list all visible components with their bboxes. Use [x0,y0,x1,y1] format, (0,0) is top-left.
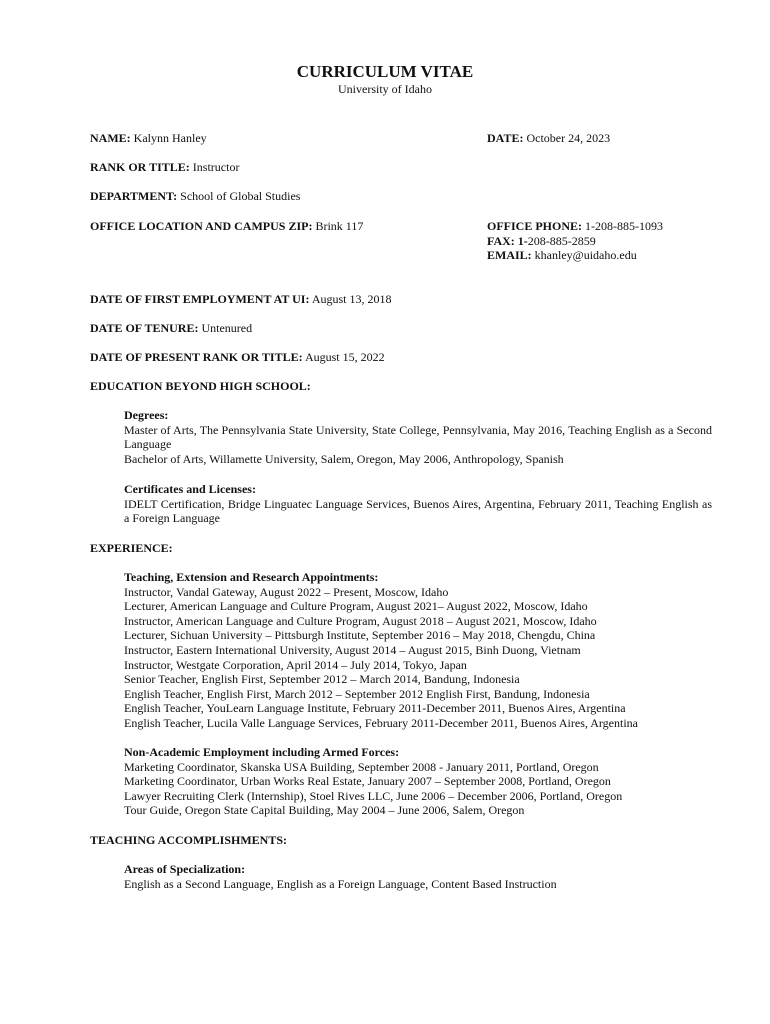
present-rank-label: DATE OF PRESENT RANK OR TITLE: [90,350,303,364]
tenure-row [90,321,252,335]
department-label: DEPARTMENT: [90,189,178,203]
list-item: English Teacher, Lucila Valle Language Services, February 2011-December 2011, Buenos Aires, Argentina [124,715,638,730]
teaching-appointments-heading: Teaching, Extension and Research Appointments: [124,570,379,584]
rank-label: RANK OR TITLE: [90,160,190,174]
office-location-label: OFFICE LOCATION AND CAMPUS ZIP: [90,219,313,233]
certificates-heading: Certificates and Licenses: [124,482,256,496]
office-location-value: Brink 117 [315,219,364,233]
department-value: School of Global Studies [180,189,301,203]
teaching-appointments-section [124,570,724,731]
email-value: khanley@uidaho.edu [534,248,637,262]
fax-value: 208-885-2859 [527,234,596,248]
degrees-heading: Degrees: [124,408,169,422]
present-rank-value: August 15, 2022 [304,350,385,364]
degrees-section [124,408,712,466]
list-item: Marketing Coordinator, Skanska USA Building, September 2008 - January 2011, Portland, Oregon [124,759,599,774]
list-item: English Teacher, English First, March 2012 – September 2012 English First, Bandung, Indonesia [124,686,590,701]
page-title: CURRICULUM VITAE [296,62,474,81]
office-location-row [90,219,363,233]
teaching-accomplishments-heading: TEACHING ACCOMPLISHMENTS: [90,833,288,847]
degree-item: Bachelor of Arts, Willamette University, Salem, Oregon, May 2006, Anthropology, Spanish [124,451,564,466]
list-item: Lawyer Recruiting Clerk (Internship), Stoel Rives LLC, June 2006 – December 2006, Portland, Oregon [124,788,623,803]
list-item: Lecturer, Sichuan University – Pittsburgh Institute, September 2016 – May 2018, Chengdu, China [124,628,596,643]
first-employment-row [90,292,392,306]
email-label: EMAIL: [487,248,532,262]
office-phone-row [487,219,663,233]
present-rank-row [90,350,385,364]
list-item: English Teacher, YouLearn Language Institute, February 2011-December 2011, Buenos Aires, Argentina [124,701,626,716]
rank-value: Instructor [192,160,240,174]
first-employment-value: August 13, 2018 [311,292,392,306]
certificates-section [124,482,712,526]
date-label: DATE: [487,131,524,145]
areas-text: English as a Second Language, English as a Foreign Language, Content Based Instruction [124,876,557,891]
education-heading: EDUCATION BEYOND HIGH SCHOOL: [90,379,311,393]
office-phone-value: 1-208-885-1093 [585,219,663,233]
rank-row [90,160,239,174]
list-item: Instructor, Westgate Corporation, April 2014 – July 2014, Tokyo, Japan [124,657,467,672]
email-row [487,248,637,262]
non-academic-heading: Non-Academic Employment including Armed Forces: [124,745,400,759]
department-row [90,189,300,203]
first-employment-label: DATE OF FIRST EMPLOYMENT AT UI: [90,292,310,306]
degree-item: Master of Arts, The Pennsylvania State University, State College, Pennsylvania, May 2016, Teaching English as a Second Language [124,422,712,452]
non-academic-section [124,745,724,818]
list-item: Tour Guide, Oregon State Capital Building, May 2004 – June 2006, Salem, Oregon [124,803,525,818]
list-item: Senior Teacher, English First, September 2012 – March 2014, Bandung, Indonesia [124,672,520,687]
office-phone-label: OFFICE PHONE: [487,219,582,233]
fax-row [487,234,596,248]
tenure-value: Untenured [201,321,253,335]
name-label: NAME: [90,131,131,145]
list-item: Lecturer, American Language and Culture Program, August 2021– August 2022, Moscow, Idaho [124,599,588,614]
list-item: Instructor, American Language and Culture Program, August 2018 – August 2021, Moscow, Idaho [124,613,597,628]
list-item: Instructor, Vandal Gateway, August 2022 – Present, Moscow, Idaho [124,584,449,599]
areas-section [124,862,724,891]
date-value: October 24, 2023 [526,131,611,145]
name-value: Kalynn Hanley [133,131,207,145]
tenure-label: DATE OF TENURE: [90,321,199,335]
areas-heading: Areas of Specialization: [124,862,246,876]
name-row [90,131,207,145]
fax-label: FAX: 1- [487,234,528,248]
experience-heading: EXPERIENCE: [90,541,173,555]
list-item: Marketing Coordinator, Urban Works Real Estate, January 2007 – September 2008, Portland, Oregon [124,774,611,789]
page-subtitle: University of Idaho [338,82,432,96]
certificate-item: IDELT Certification, Bridge Linguatec Language Services, Buenos Aires, Argentina, February 2011, Teaching English as a Foreign Language [124,496,712,526]
list-item: Instructor, Eastern International University, August 2014 – August 2015, Binh Duong, Vietnam [124,642,581,657]
date-row [487,131,610,145]
